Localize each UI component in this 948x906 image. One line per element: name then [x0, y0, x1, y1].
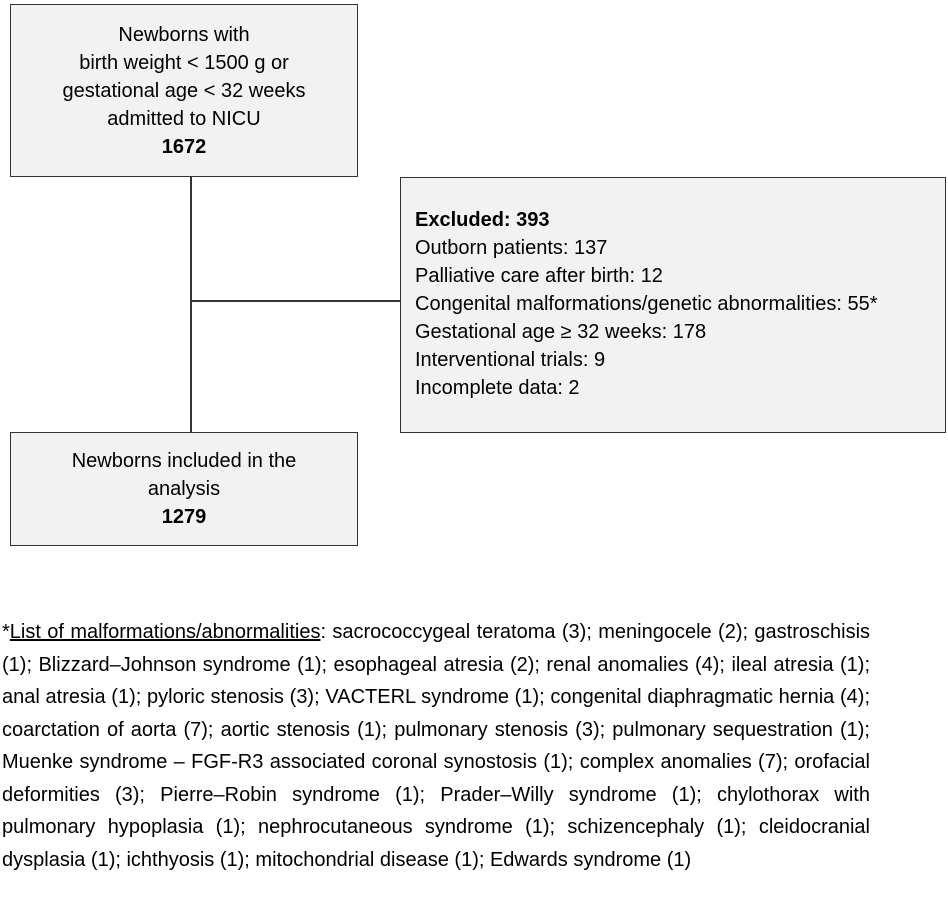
footnote-text: : sacrococcygeal teratoma (3); meningocele (2); gastroschisis (1); Blizzard–Johnson syndrome (1); esophageal atresia (2); renal anomalies (4); ileal atresia (1); anal atresia (1); pyloric stenosis (3); VACTERL syndrome (1); congenital diaphragmatic hernia (4); coarctation of aorta (7); aortic stenosis (1); pulmonary stenosis (3); pulmonary sequestration (1); Muenke syndrome – FGF-R3 associated coronal synostosis (1); complex anomalies (7); orofacial deformities (3); Pierre–Robin syndrome (1); Prader–Willy syndrome (1); chylothorax with pulmonary hypoplasia (1); nephrocutaneous syndrome (1); schizencephaly (1); cleidocranial dysplasia (1); ichthyosis (1); mitochondrial disease (1); Edwards syndrome (1) — [2, 621, 871, 871]
excluded-item: Congenital malformations/genetic abnormalities: 55* — [415, 293, 878, 315]
included-line: Newborns included in the — [71, 450, 297, 472]
excluded-heading: Excluded: 393 — [415, 209, 550, 231]
excluded-item: Interventional trials: 9 — [415, 349, 606, 371]
footnote-asterisk: * — [2, 621, 10, 643]
excluded-item: Incomplete data: 2 — [415, 377, 580, 399]
excluded-box — [400, 177, 946, 433]
enrolled-line: birth weight < 1500 g or — [79, 51, 289, 74]
enrolled-line: admitted to NICU — [107, 107, 261, 130]
excluded-item: Outborn patients: 137 — [415, 237, 608, 259]
excluded-item: Palliative care after birth: 12 — [415, 265, 663, 287]
excluded-item: Gestational age ≥ 32 weeks: 178 — [415, 321, 707, 343]
enrolled-count: 1672 — [161, 135, 207, 158]
footnote — [2, 616, 870, 876]
flow-connector-horizontal — [190, 300, 400, 302]
footnote-label: List of malformations/abnormalities — [9, 621, 321, 643]
enrolled-box — [10, 4, 358, 177]
included-count: 1279 — [161, 506, 207, 528]
included-box — [10, 432, 358, 546]
flow-connector-vertical — [190, 177, 192, 432]
enrolled-line: gestational age < 32 weeks — [62, 79, 306, 102]
included-line: analysis — [147, 478, 221, 500]
enrolled-line: Newborns with — [118, 23, 250, 46]
